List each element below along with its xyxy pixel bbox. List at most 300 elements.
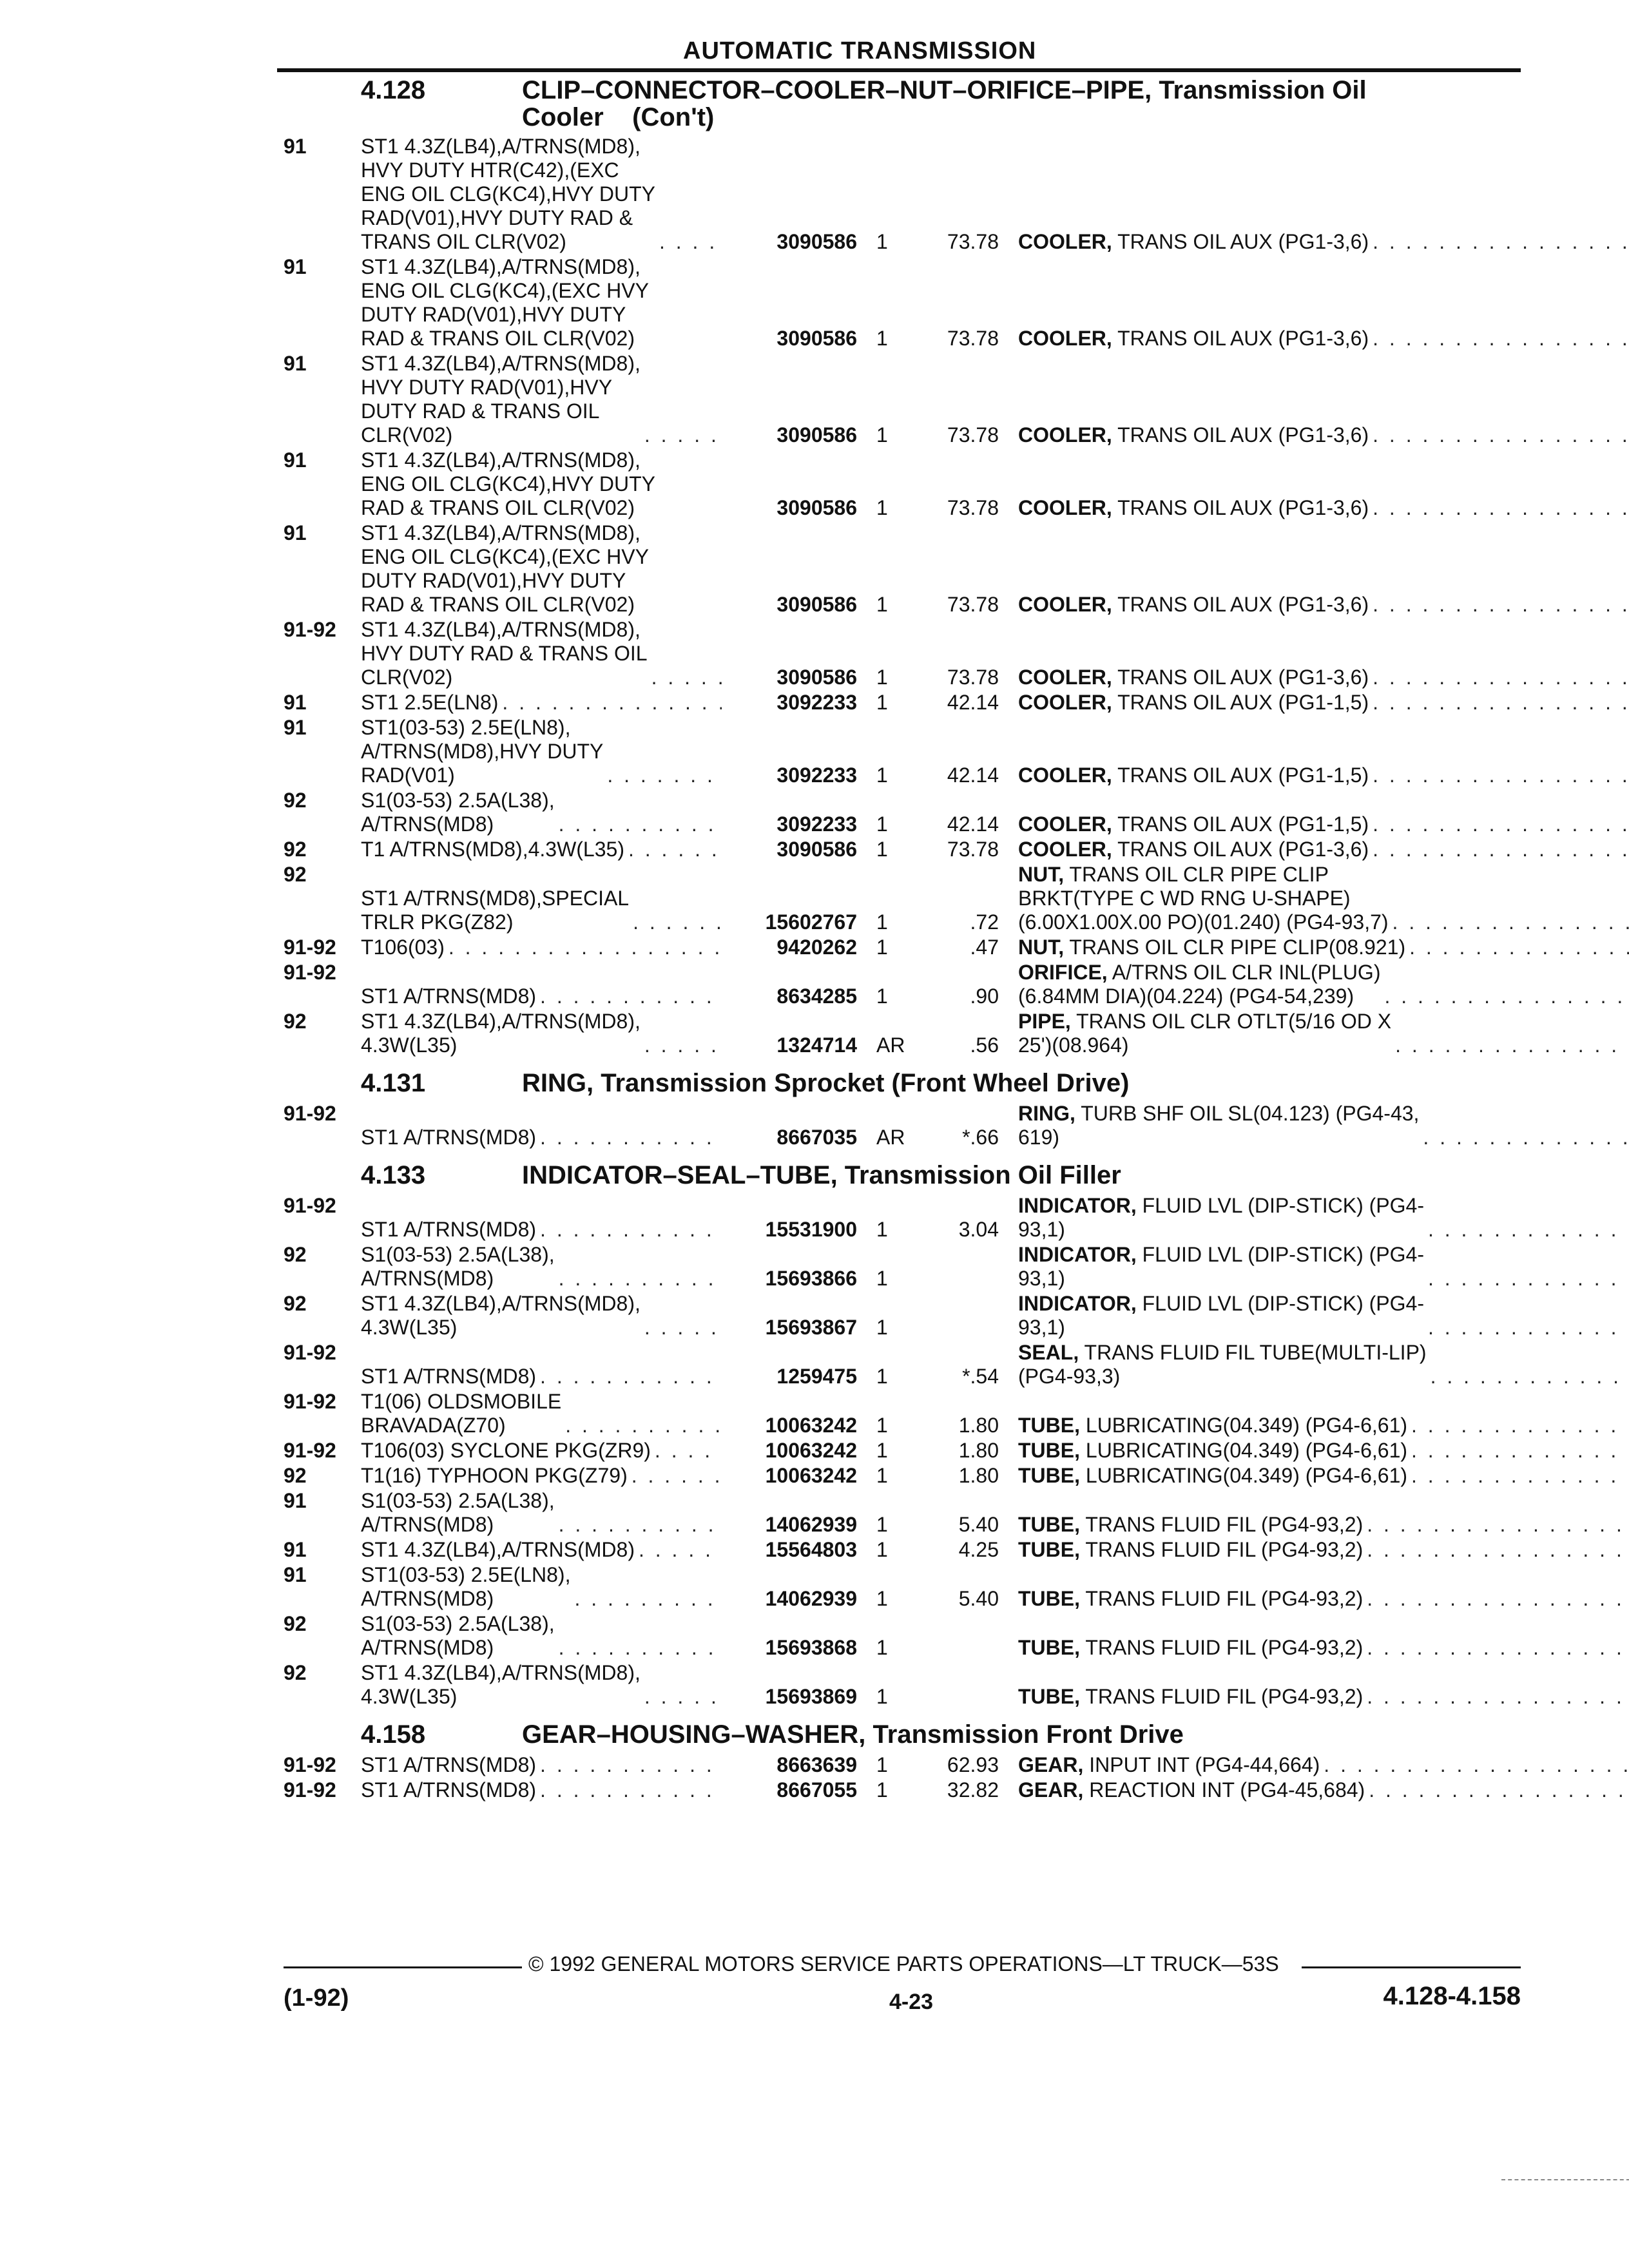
description-cell [1018,863,1629,934]
section-subtitle: Cooler (Con't) [522,103,715,131]
description-detail: TRANS OIL AUX (PG1-3,6) [1117,327,1369,350]
section-4-131 [284,1069,1521,1149]
description-cell [1018,1464,1629,1488]
application-text: ST1 A/TRNS(MD8) [361,1753,537,1776]
part-number: 3092233 [776,812,857,836]
dot-leader [1320,1753,1629,1777]
part-number: 3092233 [776,764,857,787]
part-number: 9420262 [776,936,857,959]
price: 62.93 [947,1753,999,1776]
quantity: 1 [876,1636,888,1659]
quantity: 1 [876,666,888,689]
dot-leader [603,764,722,787]
dot-leader [1424,1316,1629,1340]
description-cell [1018,1778,1629,1802]
application-cell [361,1661,722,1709]
application-cell [361,521,722,617]
model-year: 91 [284,255,307,278]
table-row [284,1194,1521,1242]
application-cell [361,936,722,959]
description-noun: TUBE, [1018,1513,1080,1536]
model-year: 92 [284,1612,307,1635]
description-text [1018,1538,1363,1562]
description-detail: LUBRICATING(04.349) (PG4-6,61) [1085,1439,1408,1462]
description-detail: FLUID LVL (DIP-STICK) (PG4- 93,1) [1018,1194,1424,1241]
description-noun: INDICATOR, [1018,1243,1137,1266]
footer-copyright: © 1992 GENERAL MOTORS SERVICE PARTS OPERATIONS—LT TRUCK—53S [528,1952,1279,1975]
model-year: 91 [284,1538,307,1561]
description-noun: COOLER, [1018,496,1112,519]
dot-leader [641,1685,722,1709]
part-number: 15564803 [765,1538,857,1561]
description-text [1018,1685,1363,1709]
section-title [522,1721,1521,1748]
description-detail: TRANS FLUID FIL (PG4-93,2) [1085,1587,1364,1610]
model-year: 91 [284,352,307,375]
part-number: 15693867 [765,1316,857,1339]
description-detail: TRANS OIL AUX (PG1-3,6) [1117,230,1369,253]
quantity: 1 [876,838,888,861]
quantity: 1 [876,423,888,447]
price: .72 [970,910,999,934]
model-year: 91-92 [284,1753,336,1776]
section-4-158 [284,1720,1521,1802]
description-detail: TRANS FLUID FIL (PG4-93,2) [1085,1685,1364,1708]
price: .47 [970,936,999,959]
application-cell [361,352,722,447]
description-detail: TRANS OIL AUX (PG1-1,5) [1117,812,1369,836]
section-title-text: RING, Transmission Sprocket (Front Wheel Drive) [522,1069,1130,1097]
quantity: 1 [876,812,888,836]
description-noun: NUT, [1018,863,1065,886]
model-year: 92 [284,838,307,861]
dot-leader [1391,1033,1629,1057]
description-cell [1018,1439,1629,1463]
dot-leader [498,691,722,715]
dot-leader [555,1267,722,1291]
application-text: ST1 4.3Z(LB4),A/TRNS(MD8), 4.3W(L35) [361,1661,641,1708]
description-noun: COOLER, [1018,691,1112,714]
application-cell [361,691,722,715]
application-cell [361,985,722,1008]
dot-leader [1363,1538,1629,1562]
application-text: ST1 A/TRNS(MD8) [361,1126,537,1149]
dot-leader [648,666,722,689]
price: 1.80 [958,1464,999,1487]
table-row [284,135,1521,254]
dot-leader [1369,812,1629,836]
dot-leader [641,1033,722,1057]
description-detail: TRANS OIL AUX (PG1-3,6) [1117,496,1369,519]
part-number: 8663639 [776,1753,857,1776]
dot-leader [624,838,722,861]
description-cell [1018,1243,1629,1291]
dot-leader [651,1439,722,1463]
model-year: 91 [284,691,307,714]
table-row [284,1753,1521,1777]
application-cell [361,789,722,836]
description-cell [1018,1513,1629,1537]
part-number: 10063242 [765,1439,857,1462]
application-cell [361,838,722,861]
quantity: 1 [876,1753,888,1776]
model-year: 91-92 [284,1341,336,1364]
description-noun: SEAL, [1018,1341,1079,1364]
price: 73.78 [947,230,999,253]
description-text [1018,230,1369,254]
description-noun: COOLER, [1018,593,1112,616]
application-text: ST1 2.5E(LN8) [361,691,499,714]
application-cell [361,255,722,351]
application-text: T1(16) TYPHOON PKG(Z79) [361,1464,628,1487]
dot-leader [1369,764,1629,787]
section-title-text: GEAR–HOUSING–WASHER, Transmission Front Drive [522,1720,1184,1749]
description-noun: ORIFICE, [1018,961,1108,984]
table-row [284,789,1521,836]
application-text: T106(03) [361,936,445,959]
price: 73.78 [947,593,999,616]
description-text [1018,1102,1419,1149]
application-cell [361,135,722,254]
description-detail: FLUID LVL (DIP-STICK) (PG4- 93,1) [1018,1243,1424,1290]
model-year: 92 [284,863,307,886]
price: 42.14 [947,691,999,714]
section-title-text: CLIP–CONNECTOR–COOLER–NUT–ORIFICE–PIPE, Transmission Oil [522,76,1367,104]
dot-leader [1363,1513,1629,1537]
description-cell [1018,496,1629,520]
dot-leader [641,423,722,447]
table-row [284,1489,1521,1537]
table-row [284,936,1521,959]
quantity: 1 [876,496,888,519]
table-row [284,1341,1521,1389]
description-detail: TRANS FLUID FIL (PG4-93,2) [1085,1636,1364,1659]
description-cell [1018,1194,1629,1242]
description-text [1018,961,1380,1008]
application-cell [361,1390,722,1437]
description-cell [1018,1753,1629,1777]
description-cell [1018,961,1629,1008]
application-text: ST1 4.3Z(LB4),A/TRNS(MD8), HVY DUTY RAD & TRANS OIL CLR(V02) [361,618,648,689]
quantity: 1 [876,1778,888,1802]
table-row [284,1563,1521,1611]
dot-leader [629,910,722,934]
application-cell [361,716,722,787]
description-detail: TRANS OIL AUX (PG1-3,6) [1117,423,1369,447]
description-text [1018,666,1369,689]
table-row [284,1464,1521,1488]
description-text [1018,764,1369,787]
model-year: 92 [284,1661,307,1684]
dot-leader [1369,838,1629,861]
application-cell [361,1538,722,1562]
model-year: 91 [284,716,307,739]
dot-leader [628,1464,722,1488]
part-number: 3090586 [776,327,857,350]
table-row [284,448,1521,520]
description-text [1018,1513,1363,1537]
dot-leader [641,1316,722,1340]
description-detail: A/TRNS OIL CLR INL(PLUG) (6.84MM DIA)(04.224) (PG4-54,239) [1018,961,1381,1008]
description-text [1018,1464,1407,1488]
dot-leader [1407,1414,1629,1437]
quantity: AR [876,1033,905,1057]
header-rule [277,68,1521,72]
price: 73.78 [947,327,999,350]
description-text [1018,423,1369,447]
part-number: 15693866 [765,1267,857,1290]
dot-leader [1369,666,1629,689]
table-row [284,1612,1521,1660]
model-year: 92 [284,1464,307,1487]
dot-leader [655,230,722,254]
dot-leader [1365,1778,1629,1802]
part-number: 3090586 [776,593,857,616]
dot-leader [555,812,722,836]
table-row [284,1102,1521,1149]
price: 42.14 [947,764,999,787]
part-number: 8634285 [776,985,857,1008]
description-noun: INDICATOR, [1018,1194,1137,1217]
application-text: ST1 4.3Z(LB4),A/TRNS(MD8), ENG OIL CLG(KC4),(EXC HVY DUTY RAD(V01),HVY DUTY RAD & TRANS OIL CLR(V02) [361,255,649,350]
application-cell [361,448,722,520]
dot-leader [1424,1218,1629,1242]
application-text: ST1 4.3Z(LB4),A/TRNS(MD8) [361,1538,635,1561]
section-number: 4.131 [361,1069,426,1097]
table-row [284,352,1521,447]
application-text: T106(03) SYCLONE PKG(ZR9) [361,1439,651,1462]
model-year: 91-92 [284,936,336,959]
section-heading [284,1161,1521,1190]
price: 3.04 [958,1218,999,1241]
description-noun: GEAR, [1018,1753,1084,1776]
description-noun: COOLER, [1018,230,1112,253]
dot-leader [536,1126,722,1149]
table-row [284,1778,1521,1802]
description-text [1018,1439,1407,1463]
model-year: 91-92 [284,1390,336,1413]
part-number: 3092233 [776,691,857,714]
description-detail: LUBRICATING(04.349) (PG4-6,61) [1085,1464,1408,1487]
quantity: 1 [876,985,888,1008]
price: 73.78 [947,838,999,861]
part-number: 8667035 [776,1126,857,1149]
quantity: 1 [876,1464,888,1487]
parts-list [284,1753,1521,1802]
description-noun: TUBE, [1018,1636,1080,1659]
application-text: ST1 A/TRNS(MD8) [361,1218,537,1241]
description-cell [1018,1102,1629,1149]
description-detail: TURB SHF OIL SL(04.123) (PG4-43, 619) [1018,1102,1420,1149]
model-year: 91-92 [284,1194,336,1217]
model-year: 92 [284,789,307,812]
dot-leader [1369,327,1629,351]
scan-mark [1501,2179,1629,2182]
model-year: 91 [284,1563,307,1586]
footer-page-number: 4-23 [889,1990,934,2014]
application-text: ST1 4.3Z(LB4),A/TRNS(MD8), HVY DUTY RAD(V01),HVY DUTY RAD & TRANS OIL CLR(V02) [361,352,641,447]
description-noun: INDICATOR, [1018,1292,1137,1315]
model-year: 91-92 [284,618,336,641]
dot-leader [1380,985,1629,1008]
parts-list [284,135,1521,1057]
description-text [1018,593,1369,617]
description-cell [1018,666,1629,689]
dot-leader [1363,1587,1629,1611]
footer-date: (1-92) [284,1984,349,2012]
quantity: 1 [876,1414,888,1437]
quantity: 1 [876,1365,888,1388]
description-detail: TRANS OIL AUX (PG1-3,6) [1117,593,1369,616]
section-title [522,77,1521,131]
footer-section-range: 4.128-4.158 [1383,1982,1521,2010]
application-text: ST1 A/TRNS(MD8) [361,985,537,1008]
table-row [284,1661,1521,1709]
description-text [1018,1010,1391,1057]
table-row [284,255,1521,351]
description-text [1018,496,1369,520]
description-detail: TRANS OIL CLR PIPE CLIP BRKT(TYPE C WD RNG U-SHAPE) (6.00X1.00X.00 PO)(01.240) (PG4-93,7) [1018,863,1389,934]
description-noun: COOLER, [1018,666,1112,689]
model-year: 91 [284,448,307,472]
description-detail: TRANS OIL CLR PIPE CLIP(08.921) [1069,936,1406,959]
application-text: ST1 4.3Z(LB4),A/TRNS(MD8), 4.3W(L35) [361,1292,641,1339]
dot-leader [1369,691,1629,715]
dot-leader [1424,1267,1629,1291]
description-cell [1018,1414,1629,1437]
dot-leader [570,1587,722,1611]
description-text [1018,327,1369,351]
quantity: AR [876,1126,905,1149]
price: 73.78 [947,496,999,519]
quantity: 1 [876,910,888,934]
description-text [1018,1414,1407,1437]
footer-rule-right [1302,1966,1521,1968]
description-noun: TUBE, [1018,1439,1080,1462]
quantity: 1 [876,593,888,616]
dot-leader [536,1753,722,1777]
part-number: 15693868 [765,1636,857,1659]
dot-leader [635,1538,722,1562]
description-detail: INPUT INT (PG4-44,664) [1089,1753,1320,1776]
description-cell [1018,327,1629,351]
dot-leader [1389,910,1629,934]
application-text: ST1 4.3Z(LB4),A/TRNS(MD8), ENG OIL CLG(KC4),HVY DUTY RAD & TRANS OIL CLR(V02) [361,448,655,519]
description-detail: TRANS FLUID FIL (PG4-93,2) [1085,1538,1364,1561]
part-number: 10063242 [765,1464,857,1487]
application-text: S1(03-53) 2.5A(L38), A/TRNS(MD8) [361,789,555,836]
part-number: 8667055 [776,1778,857,1802]
quantity: 1 [876,936,888,959]
description-text [1018,691,1369,715]
description-text [1018,1778,1365,1802]
description-noun: PIPE, [1018,1010,1071,1033]
table-row [284,1243,1521,1291]
table-row [284,838,1521,861]
quantity: 1 [876,1513,888,1536]
application-text: ST1(03-53) 2.5E(LN8), A/TRNS(MD8),HVY DUTY RAD(V01) [361,716,604,787]
dot-leader [1363,1685,1629,1709]
application-cell [361,1365,722,1389]
section-title [522,1162,1521,1189]
section-title-text: INDICATOR–SEAL–TUBE, Transmission Oil Filler [522,1161,1121,1189]
dot-leader [445,936,722,959]
application-cell [361,887,722,934]
application-cell [361,1464,722,1488]
description-text [1018,812,1369,836]
table-row [284,1010,1521,1057]
parts-list [284,1102,1521,1149]
quantity: 1 [876,1685,888,1708]
application-cell [361,1292,722,1340]
table-row [284,1292,1521,1340]
description-noun: RING, [1018,1102,1075,1125]
model-year: 91 [284,521,307,544]
description-noun: GEAR, [1018,1778,1084,1802]
dot-leader [536,985,722,1008]
table-row [284,961,1521,1008]
price: *.66 [962,1126,999,1149]
application-text: ST1(03-53) 2.5E(LN8), A/TRNS(MD8) [361,1563,571,1610]
section-number: 4.133 [361,1161,426,1189]
application-text: T1 A/TRNS(MD8),4.3W(L35) [361,838,624,861]
section-number: 4.128 [361,76,426,104]
part-number: 14062939 [765,1587,857,1610]
table-row [284,863,1521,934]
description-noun: TUBE, [1018,1685,1080,1708]
quantity: 1 [876,1316,888,1339]
price: 5.40 [958,1513,999,1536]
description-noun: COOLER, [1018,812,1112,836]
description-detail: FLUID LVL (DIP-STICK) (PG4- 93,1) [1018,1292,1424,1339]
description-text [1018,1243,1424,1291]
description-noun: COOLER, [1018,838,1112,861]
section-4-133 [284,1161,1521,1709]
model-year: 91-92 [284,1102,336,1125]
dot-leader [1369,593,1629,617]
model-year: 91-92 [284,1778,336,1802]
description-cell [1018,1685,1629,1709]
application-text: T1(06) OLDSMOBILE BRAVADA(Z70) [361,1390,562,1437]
description-cell [1018,230,1629,254]
description-noun: TUBE, [1018,1538,1080,1561]
description-detail: TRANS OIL AUX (PG1-3,6) [1117,838,1369,861]
model-year: 91 [284,135,307,158]
section-number: 4.158 [361,1720,426,1749]
application-cell [361,1243,722,1291]
application-cell [361,1778,722,1802]
application-text: S1(03-53) 2.5A(L38), A/TRNS(MD8) [361,1489,555,1536]
price: 73.78 [947,666,999,689]
description-detail: TRANS OIL AUX (PG1-1,5) [1117,691,1369,714]
application-text: ST1 4.3Z(LB4),A/TRNS(MD8), HVY DUTY HTR(C42),(EXC ENG OIL CLG(KC4),HVY DUTY RAD(V01),HVY DUTY RAD & TRANS OIL CLR(V02) [361,135,655,253]
description-detail: TRANS OIL AUX (PG1-3,6) [1117,666,1369,689]
section-heading [284,76,1521,131]
application-cell [361,1612,722,1660]
table-row [284,1439,1521,1463]
quantity: 1 [876,1587,888,1610]
quantity: 1 [876,1267,888,1290]
model-year: 92 [284,1292,307,1315]
description-noun: NUT, [1018,936,1065,959]
description-detail: TRANS FLUID FIL (PG4-93,2) [1085,1513,1364,1536]
quantity: 1 [876,1538,888,1561]
quantity: 1 [876,1218,888,1241]
dot-leader [555,1636,722,1660]
description-text [1018,863,1389,934]
price: 32.82 [947,1778,999,1802]
description-text [1018,936,1405,959]
